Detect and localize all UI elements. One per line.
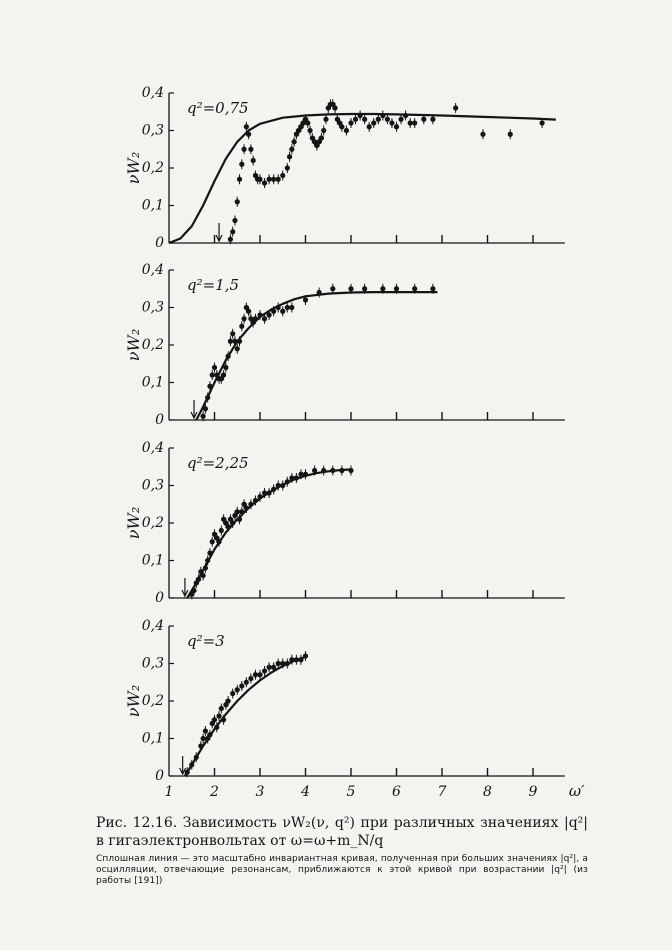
data-point xyxy=(371,120,376,125)
data-point xyxy=(239,509,244,514)
data-point xyxy=(221,372,226,377)
data-point xyxy=(285,479,290,484)
x-tick-label: 1 xyxy=(164,784,174,800)
data-point xyxy=(207,550,212,555)
data-point xyxy=(267,177,272,182)
data-point xyxy=(285,305,290,310)
data-point xyxy=(276,177,281,182)
data-point xyxy=(248,676,253,681)
data-point xyxy=(248,502,253,507)
data-point xyxy=(228,237,233,242)
data-point xyxy=(205,395,210,400)
scaling-curve xyxy=(196,292,437,420)
panel-label: q²=2,25 xyxy=(187,454,249,472)
data-point xyxy=(201,414,206,419)
data-point xyxy=(257,312,262,317)
data-point xyxy=(201,573,206,578)
data-point xyxy=(219,528,224,533)
y-tick-label: 0,4 xyxy=(141,618,164,634)
data-point xyxy=(285,661,290,666)
data-point xyxy=(253,316,258,321)
data-point xyxy=(403,113,408,118)
data-point xyxy=(246,309,251,314)
data-point xyxy=(198,743,203,748)
data-point xyxy=(412,286,417,291)
data-point xyxy=(212,717,217,722)
y-tick-label: 0,3 xyxy=(141,299,164,316)
data-point xyxy=(294,657,299,662)
data-point xyxy=(321,128,326,133)
data-point xyxy=(353,117,358,122)
data-point xyxy=(380,113,385,118)
data-point xyxy=(203,565,208,570)
y-tick-label: 0,2 xyxy=(141,515,164,531)
data-point xyxy=(205,558,210,563)
data-point xyxy=(210,539,215,544)
data-point xyxy=(207,732,212,737)
data-point xyxy=(216,539,221,544)
panel-label: q²=3 xyxy=(187,632,225,650)
data-point xyxy=(430,286,435,291)
data-point xyxy=(508,132,513,137)
x-tick-label: 6 xyxy=(392,784,401,800)
data-point xyxy=(380,286,385,291)
y-axis-label: νW₂ xyxy=(124,328,143,362)
data-point xyxy=(303,653,308,658)
data-point xyxy=(230,331,235,336)
y-tick-label: 0,1 xyxy=(141,374,164,391)
data-point xyxy=(339,468,344,473)
data-point xyxy=(289,475,294,480)
data-point xyxy=(292,139,297,144)
y-tick-label: 0 xyxy=(155,768,164,784)
data-point xyxy=(285,165,290,170)
x-tick-label: 2 xyxy=(210,784,219,800)
data-point xyxy=(246,132,251,137)
data-point xyxy=(189,762,194,767)
y-axis-label: νW₂ xyxy=(124,151,143,185)
data-point xyxy=(235,687,240,692)
data-point xyxy=(226,524,231,529)
data-point xyxy=(244,505,249,510)
chart-panel-1 xyxy=(124,85,565,251)
data-point xyxy=(257,494,262,499)
data-point xyxy=(280,483,285,488)
data-point xyxy=(232,218,237,223)
data-point xyxy=(389,120,394,125)
y-tick-label: 0,1 xyxy=(141,197,164,214)
data-point xyxy=(394,286,399,291)
data-point xyxy=(421,117,426,122)
chart-panel-3 xyxy=(124,440,565,606)
y-tick-label: 0,1 xyxy=(141,552,164,569)
data-point xyxy=(348,120,353,125)
data-point xyxy=(271,177,276,182)
data-point xyxy=(307,128,312,133)
data-point xyxy=(235,509,240,514)
data-point xyxy=(394,124,399,129)
data-point xyxy=(241,316,246,321)
data-point xyxy=(276,661,281,666)
data-point xyxy=(348,286,353,291)
data-point xyxy=(228,339,233,344)
y-axis-label: νW₂ xyxy=(124,506,143,540)
data-point xyxy=(191,588,196,593)
data-point xyxy=(289,305,294,310)
data-point xyxy=(253,672,258,677)
data-point xyxy=(321,468,326,473)
data-point xyxy=(358,113,363,118)
y-axis-label: νW₂ xyxy=(124,684,143,718)
data-point xyxy=(248,147,253,152)
scaling-curve xyxy=(169,114,556,243)
data-point xyxy=(367,124,372,129)
data-point xyxy=(223,365,228,370)
data-point xyxy=(362,286,367,291)
data-point xyxy=(330,468,335,473)
data-point xyxy=(305,120,310,125)
data-point xyxy=(398,117,403,122)
data-point xyxy=(480,132,485,137)
data-point xyxy=(251,158,256,163)
data-point xyxy=(303,297,308,302)
data-point xyxy=(267,312,272,317)
scaling-curve xyxy=(185,657,306,776)
y-tick-label: 0,2 xyxy=(141,337,164,353)
y-tick-label: 0,2 xyxy=(141,693,164,709)
data-point xyxy=(339,124,344,129)
x-tick-label: 5 xyxy=(346,784,356,800)
data-point xyxy=(362,117,367,122)
data-point xyxy=(203,406,208,411)
figure-caption xyxy=(96,814,588,887)
data-point xyxy=(207,384,212,389)
data-point xyxy=(221,717,226,722)
data-point xyxy=(344,128,349,133)
data-point xyxy=(253,498,258,503)
data-point xyxy=(412,120,417,125)
x-tick-label: 3 xyxy=(255,784,265,800)
y-tick-label: 0 xyxy=(155,590,164,606)
data-point xyxy=(257,672,262,677)
data-point xyxy=(271,309,276,314)
y-tick-label: 0,4 xyxy=(141,85,164,101)
data-point xyxy=(201,736,206,741)
panel-label: q²=0,75 xyxy=(187,99,249,117)
data-point xyxy=(289,657,294,662)
data-point xyxy=(298,657,303,662)
data-point xyxy=(239,162,244,167)
data-point xyxy=(262,316,267,321)
data-point xyxy=(267,490,272,495)
data-point xyxy=(230,229,235,234)
data-point xyxy=(239,683,244,688)
data-point xyxy=(226,354,231,359)
data-point xyxy=(376,117,381,122)
data-point xyxy=(332,105,337,110)
data-point xyxy=(235,346,240,351)
x-axis-label: ω′ xyxy=(568,782,585,800)
data-point xyxy=(241,147,246,152)
data-point xyxy=(312,468,317,473)
data-point xyxy=(280,173,285,178)
y-tick-label: 0 xyxy=(155,235,164,251)
data-point xyxy=(276,483,281,488)
data-point xyxy=(226,698,231,703)
x-tick-label: 7 xyxy=(437,784,447,800)
data-point xyxy=(185,770,190,775)
data-point xyxy=(237,177,242,182)
data-point xyxy=(212,365,217,370)
chart-panel-2 xyxy=(124,262,565,428)
data-point xyxy=(262,668,267,673)
data-point xyxy=(303,472,308,477)
x-tick-label: 4 xyxy=(301,784,310,800)
data-point xyxy=(323,117,328,122)
data-point xyxy=(262,490,267,495)
data-point xyxy=(267,665,272,670)
data-point xyxy=(232,339,237,344)
data-point xyxy=(430,117,435,122)
y-tick-label: 0,4 xyxy=(141,262,164,278)
data-point xyxy=(287,154,292,159)
y-tick-label: 0,1 xyxy=(141,730,164,747)
data-point xyxy=(239,324,244,329)
data-point xyxy=(214,725,219,730)
data-point xyxy=(317,290,322,295)
data-point xyxy=(330,286,335,291)
data-point xyxy=(203,728,208,733)
data-point xyxy=(196,577,201,582)
data-point xyxy=(230,520,235,525)
data-point xyxy=(210,372,215,377)
y-tick-label: 0,4 xyxy=(141,440,164,456)
data-point xyxy=(257,177,262,182)
data-point xyxy=(408,120,413,125)
data-point xyxy=(348,468,353,473)
caption-note: Сплошная линия — это масштабно инвариантная кривая, полученная при больших значениях |q²|, а осцилляции, отвечающие резонансам, приближаются к этой кривой при возрастании |q²| (из работы [191]) xyxy=(96,854,588,886)
x-tick-label: 9 xyxy=(528,784,538,800)
data-point xyxy=(235,199,240,204)
data-point xyxy=(194,755,199,760)
data-point xyxy=(280,661,285,666)
data-point xyxy=(385,117,390,122)
panel-label: q²=1,5 xyxy=(187,276,240,294)
data-point xyxy=(216,713,221,718)
data-point xyxy=(219,706,224,711)
data-point xyxy=(319,135,324,140)
data-point xyxy=(271,487,276,492)
data-point xyxy=(237,517,242,522)
data-point xyxy=(244,124,249,129)
y-tick-label: 0 xyxy=(155,412,164,428)
data-point xyxy=(271,665,276,670)
x-tick-label: 8 xyxy=(483,784,492,800)
chart-panel-4 xyxy=(124,618,585,800)
data-point xyxy=(230,691,235,696)
data-point xyxy=(237,339,242,344)
data-point xyxy=(540,120,545,125)
y-tick-label: 0,3 xyxy=(141,655,164,672)
data-point xyxy=(244,680,249,685)
data-point xyxy=(298,472,303,477)
data-point xyxy=(280,309,285,314)
y-tick-label: 0,2 xyxy=(141,160,164,176)
y-tick-label: 0,3 xyxy=(141,477,164,494)
data-point xyxy=(289,147,294,152)
data-point xyxy=(453,105,458,110)
y-tick-label: 0,3 xyxy=(141,122,164,139)
data-point xyxy=(294,475,299,480)
data-point xyxy=(262,180,267,185)
data-point xyxy=(276,305,281,310)
caption-title: Рис. 12.16. Зависимость νW₂(ν, q²) при различных значениях |q²| в гигаэлектронвольтах от ω=ω+m_N/q xyxy=(96,815,588,849)
